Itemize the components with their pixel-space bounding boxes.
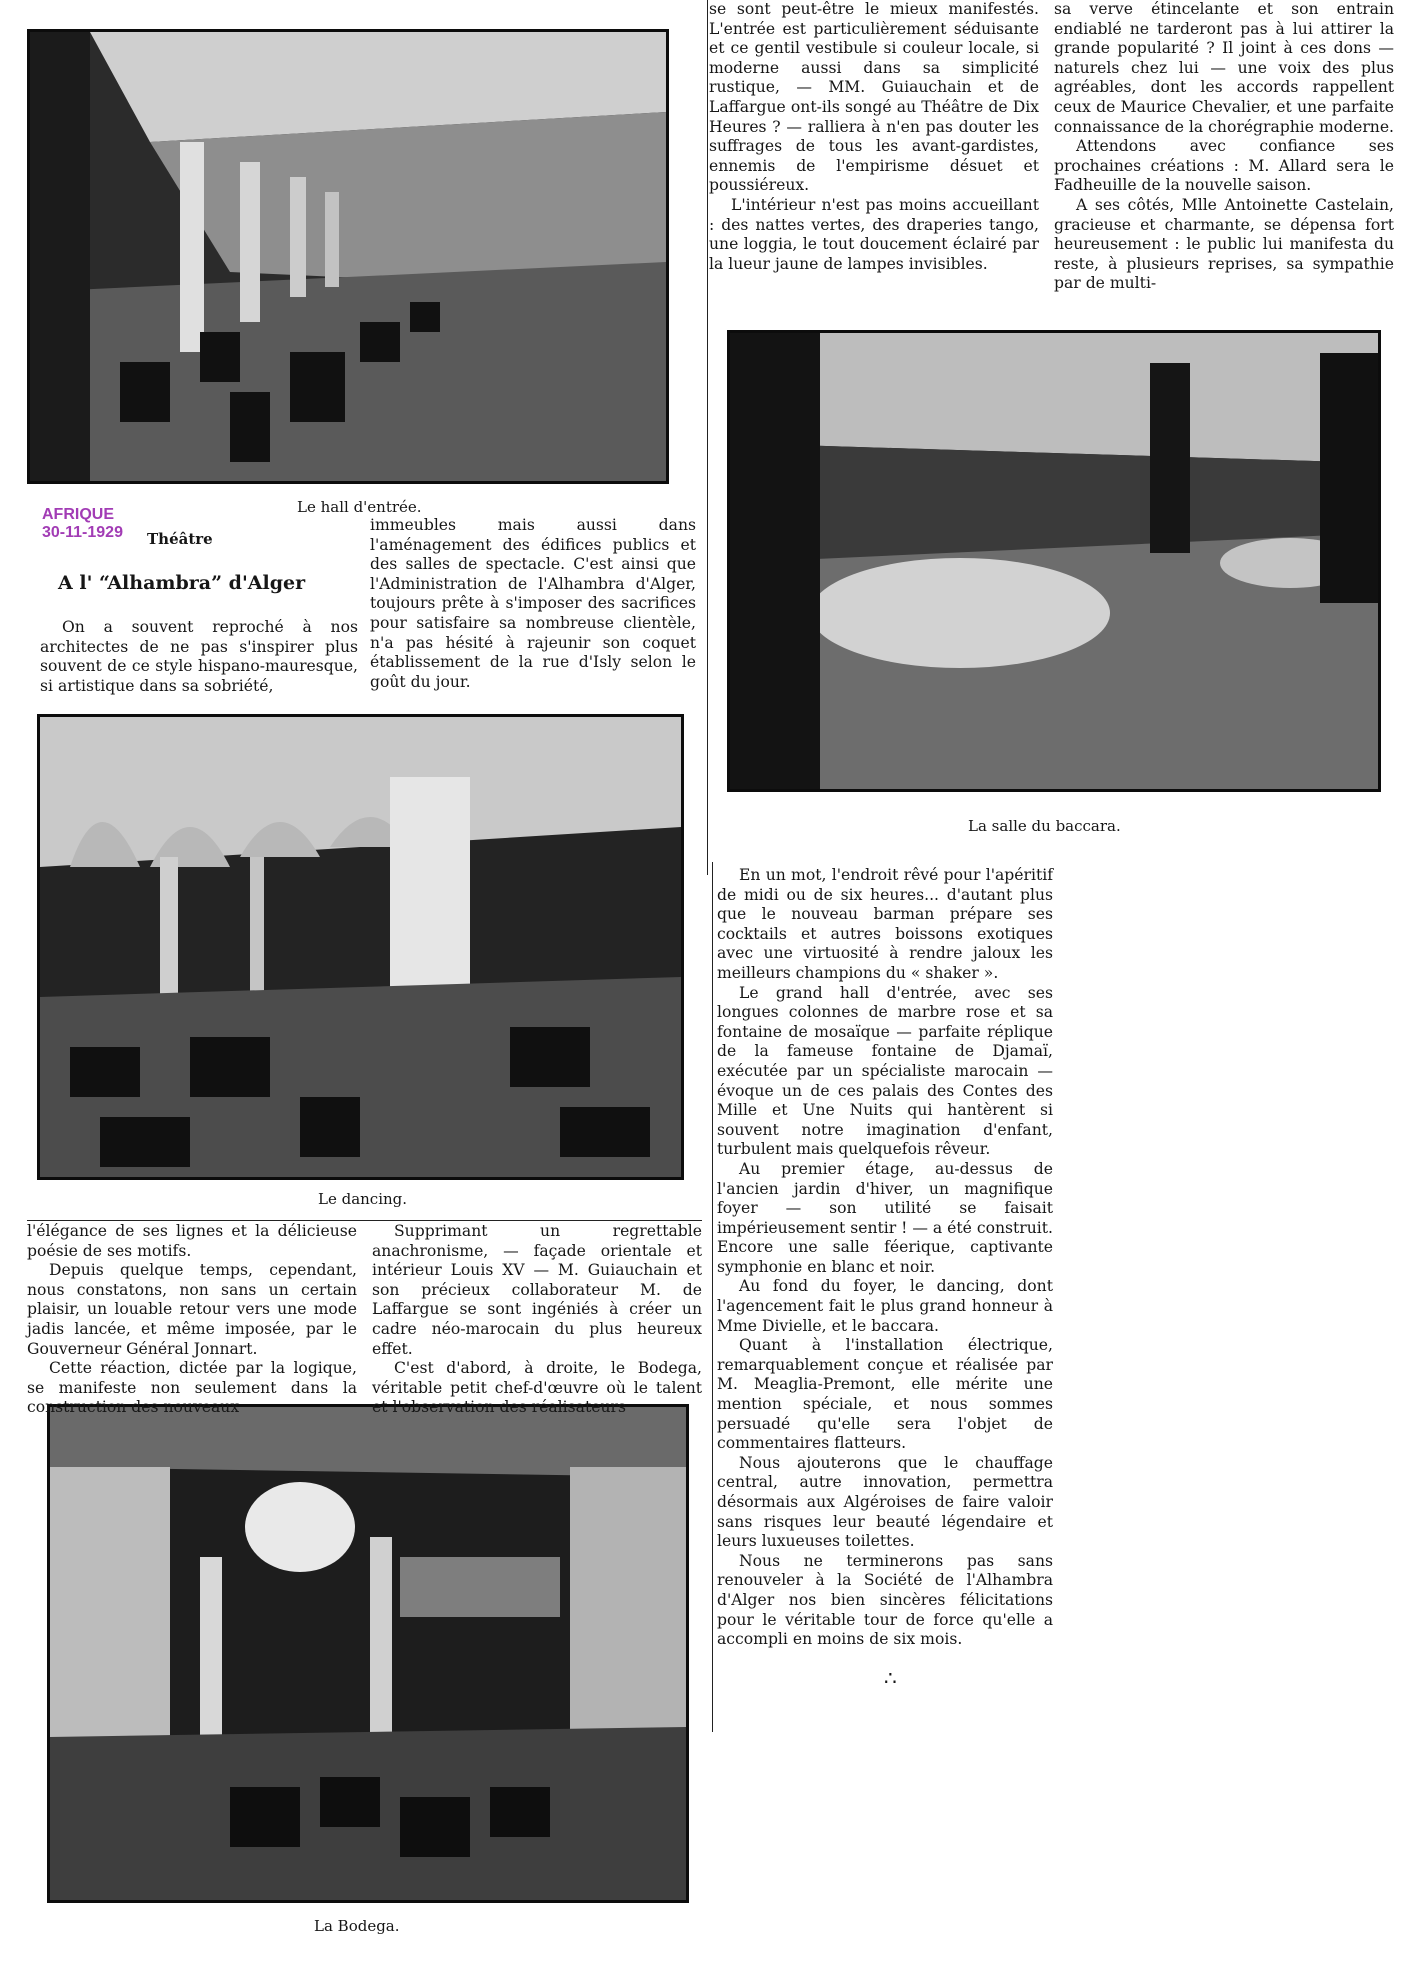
paragraph: sa verve étincelante et son entrain endiablé ne tarderont pas à lui attirer la grande popularité ? Il joint à ces dons — naturels chez lui — une voix des plus agréables, dont les accords rappellent ceux de Maurice Chevalier, et une parfaite connaissance de la chorégraphie moderne. [1054, 0, 1395, 136]
lower-column-b [372, 1222, 702, 1418]
intro-column-left [40, 618, 358, 696]
paragraph: Au premier étage, au-dessus de l'ancien jardin d'hiver, un magnifique foyer — son utilité se faisait impérieusement sentir ! — a été construit. Encore une salle féerique, captivante symphonie en blanc et noir. [717, 1159, 1053, 1276]
intro-column-right [370, 516, 696, 692]
caption-dancing: Le dancing. [318, 1190, 408, 1208]
right-column-long [717, 866, 1053, 1650]
paragraph: Supprimant un regrettable anachronisme, — façade orientale et intérieur Louis XV — M. Guiauchain et son précieux collaborateur M. de Laffargue se sont ingéniés à créer un cadre néo-marocain du plus heureux effet. [372, 1222, 702, 1358]
article-headline: A l' “Alhambra” d'Alger [58, 572, 306, 594]
paragraph: C'est d'abord, à droite, le Bodega, véritable petit chef-d'œuvre où le talent et l'observation des réalisateurs [372, 1359, 702, 1417]
paragraph: A ses côtés, Mlle Antoinette Castelain, gracieuse et charmante, se dépensa fort heureusement : le public lui manifesta du reste, à plusieurs reprises, sa sympathie par de multi- [1054, 195, 1394, 293]
paragraph: En un mot, l'endroit rêvé pour l'apéritif de midi ou de six heures... d'autant plus que le nouveau barman prépare ses cocktails et autres boissons exotiques avec une virtuosité à rendre jaloux les meilleurs champions du « shaker ». [717, 866, 1053, 982]
column-rule [707, 0, 708, 875]
paragraph: Le grand hall d'entrée, avec ses longues colonnes de marbre rose et sa fontaine de mosaïque — parfaite réplique de la fameuse fontaine de Djamaï, exécutée par un spécialiste marocain — évoque un de ces palais des Contes des Mille et Une Nuits qui hantèrent si souvent notre imagination d'enfant, turbulent mais quelquefois rêveur. [717, 983, 1053, 1159]
caption-bodega: La Bodega. [314, 1917, 400, 1935]
paragraph: On a souvent reproché à nos architectes de ne pas s'inspirer plus souvent de ce style hispano-mauresque, si artistique dans sa sobriété, [40, 618, 358, 695]
caption-baccara: La salle du baccara. [968, 817, 1121, 835]
caption-hall: Le hall d'entrée. [297, 498, 422, 516]
top-column-right [1054, 0, 1394, 294]
end-mark: ∴ [884, 1666, 897, 1690]
paragraph: Depuis quelque temps, cependant, nous constatons, non sans un certain plaisir, un louable retour vers une mode jadis lancée, et même imposée, par le Gouverneur Général Jonnart. [27, 1261, 357, 1358]
paragraph: immeubles mais aussi dans l'aménagement des édifices publics et des salles de spectacle. C'est ainsi que l'Administration de l'Alhambra d'Alger, toujours prête à s'imposer des sacrifices pour satisfaire sa nombreuse clientèle, n'a pas hésité à rajeunir son coquet établissement de la rue d'Isly selon le goût du jour. [370, 516, 696, 691]
section-rule [27, 1220, 702, 1221]
photo-salle-baccara [727, 330, 1381, 792]
paragraph: l'élégance de ses lignes et la délicieuse poésie de ses motifs. [27, 1222, 357, 1260]
lower-column-a [27, 1222, 357, 1418]
rubric-theatre: Théâtre [147, 530, 213, 548]
paragraph: se sont peut-être le mieux manifestés. L'entrée est particulièrement séduisante et ce gentil vestibule si couleur locale, si moderne aussi dans sa simplicité rustique, — MM. Guiauchain et de Laffargue ont-ils songé au Théâtre de Dix Heures ? — ralliera à n'en pas douter les suffrages de tous les avant-gardistes, ennemis de l'empirisme désuet et poussiéreux. [709, 0, 1039, 195]
column-rule [712, 862, 713, 1732]
source-stamp [42, 506, 123, 542]
photo-bodega [47, 1404, 689, 1903]
paragraph: Nous ne terminerons pas sans renouveler à la Société de l'Alhambra d'Alger nos bien sincères félicitations pour le véritable tour de force qu'elle a accompli en moins de six mois. [717, 1551, 1053, 1649]
stamp-date: 30-11-1929 [42, 524, 123, 541]
photo-dancing [37, 714, 684, 1180]
paragraph: Cette réaction, dictée par la logique, se manifeste non seulement dans la construction des nouveaux [27, 1359, 357, 1417]
paragraph: Attendons avec confiance ses prochaines créations : M. Allard sera le Fadheuille de la nouvelle saison. [1054, 137, 1394, 195]
paragraph: Au fond du foyer, le dancing, dont l'agencement fait le plus grand honneur à Mme Divielle, et le baccara. [717, 1277, 1053, 1335]
paragraph: Quant à l'installation électrique, remarquablement conçue et réalisée par M. Meaglia-Premont, elle mérite une mention spéciale, et nous sommes persuadé qu'elle sera l'objet de commentaires flatteurs. [717, 1336, 1053, 1453]
photo-hall-entree [27, 29, 669, 484]
stamp-source: AFRIQUE [42, 506, 114, 523]
paragraph: L'intérieur n'est pas moins accueillant : des nattes vertes, des draperies tango, une loggia, le tout doucement éclairé par la lueur jaune de lampes invisibles. [709, 195, 1039, 273]
paragraph: Nous ajouterons que le chauffage central, autre innovation, permettra désormais aux Algéroises de faire valoir sans risques leur beauté légendaire et leurs luxueuses toilettes. [717, 1453, 1053, 1551]
top-column-middle [709, 0, 1039, 274]
